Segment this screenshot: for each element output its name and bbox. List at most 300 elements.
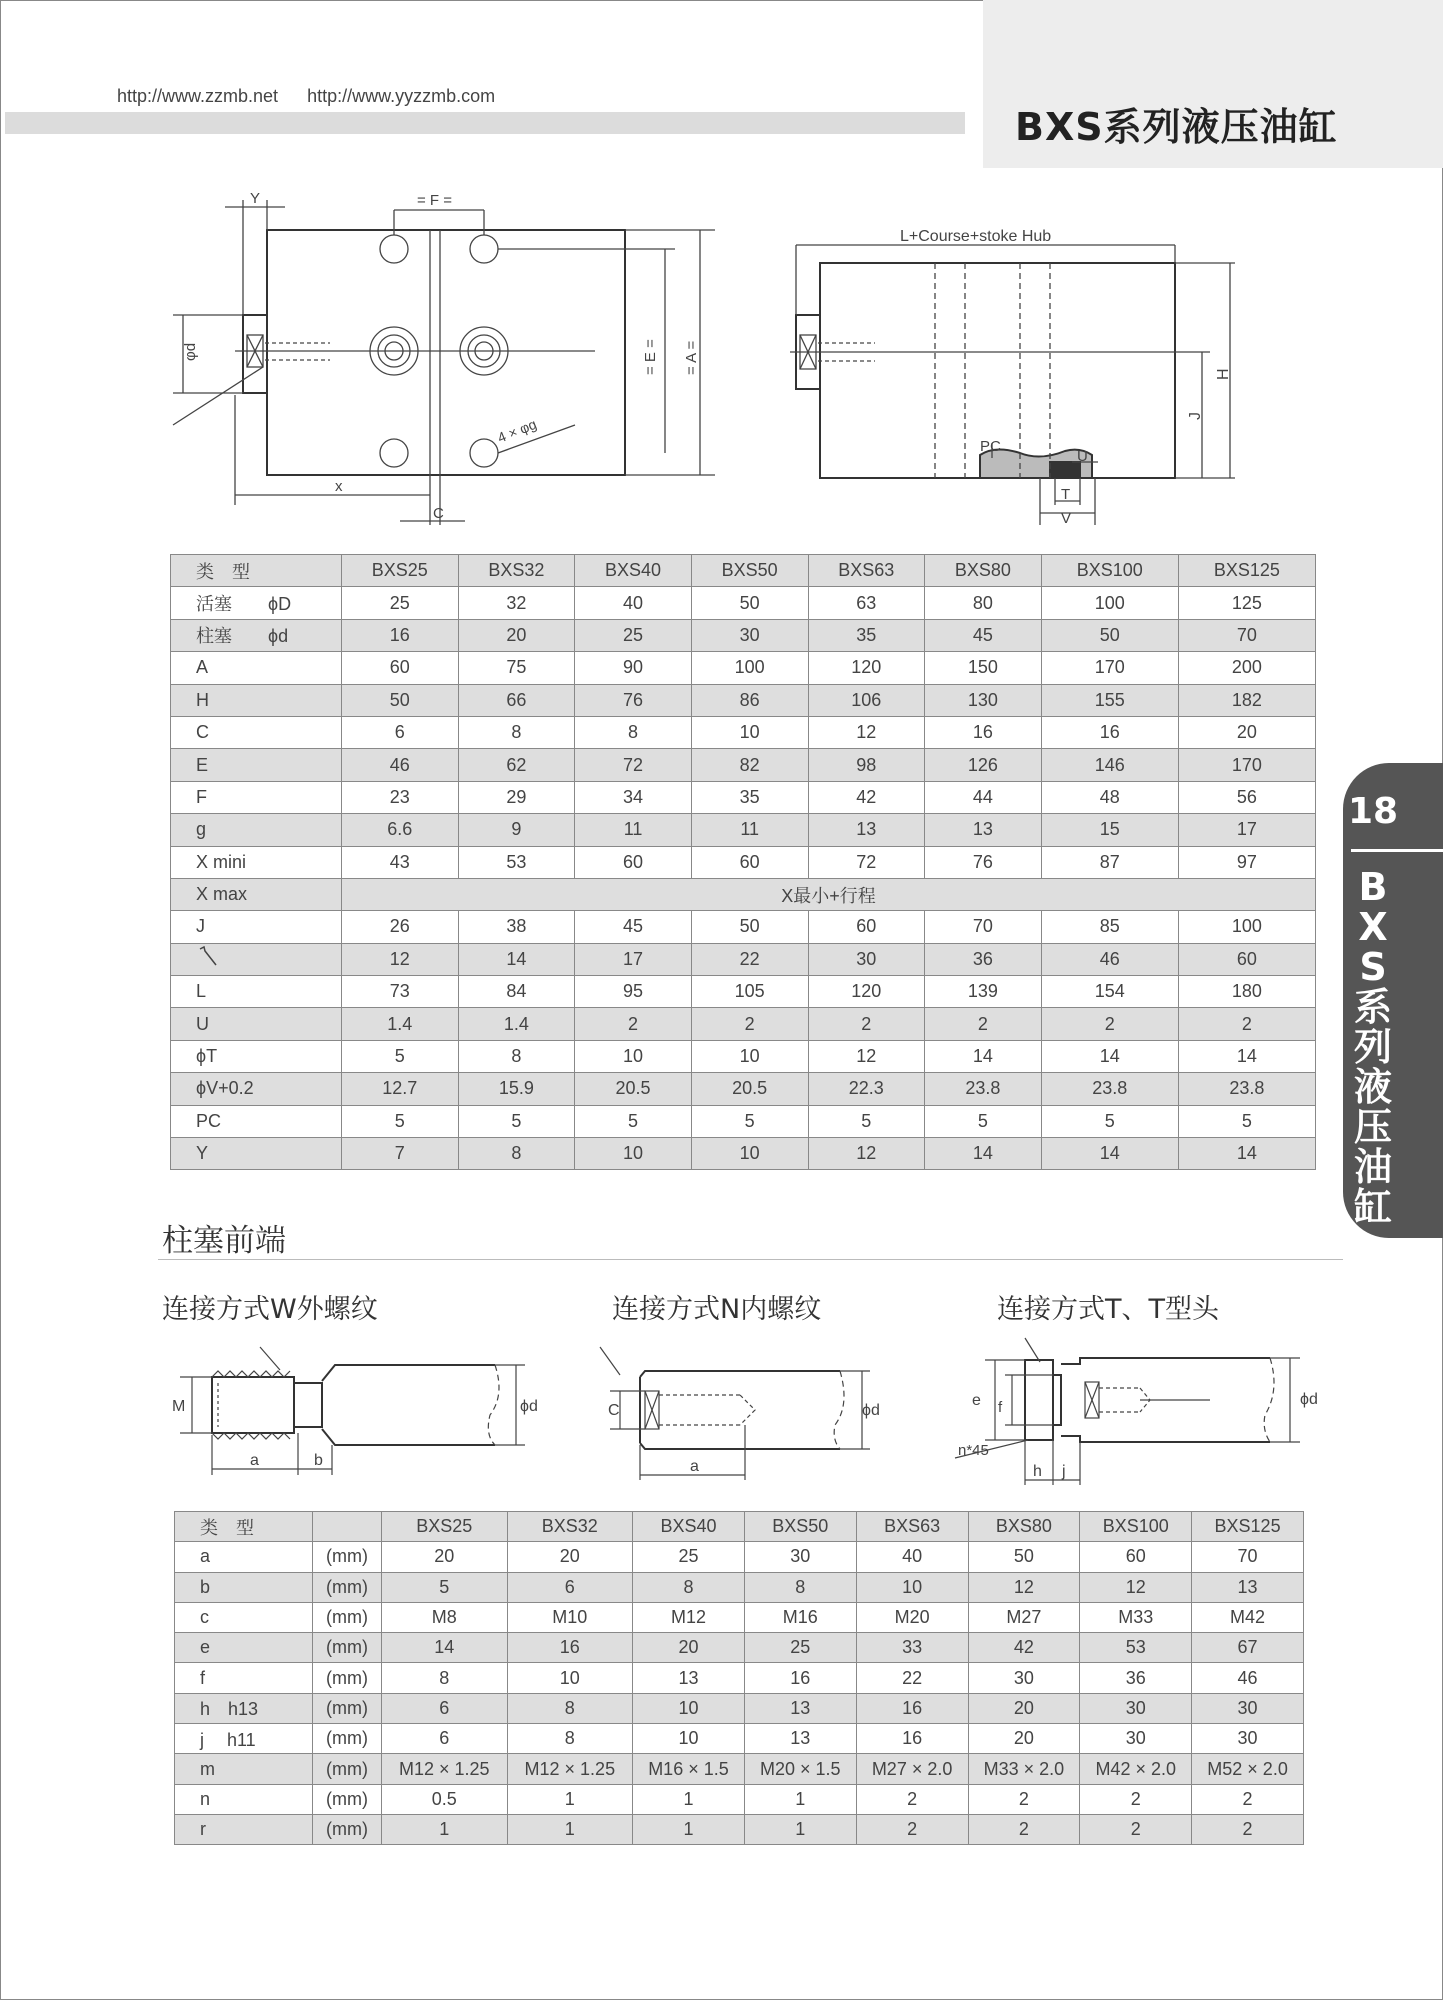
- table-cell: 120: [808, 976, 925, 1008]
- table-cell: 82: [691, 749, 808, 781]
- table-cell: 60: [1080, 1542, 1192, 1572]
- table-cell: 5: [1041, 1105, 1178, 1137]
- table-cell: 17: [1178, 814, 1315, 846]
- table-cell: 139: [925, 976, 1042, 1008]
- table-cell: 90: [575, 652, 692, 684]
- table-cell: 5: [458, 1105, 575, 1137]
- table-cell: 50: [1041, 619, 1178, 651]
- label-v: V: [1061, 510, 1072, 527]
- label-h: H: [1215, 368, 1232, 380]
- table-header-cell: BXS40: [575, 555, 692, 587]
- table-header-cell: [313, 1512, 382, 1542]
- table-header-row: [171, 555, 1316, 587]
- table-cell: 5: [925, 1105, 1042, 1137]
- row-label: f: [175, 1663, 313, 1693]
- table-row: [175, 1633, 1304, 1663]
- table-cell: 66: [458, 684, 575, 716]
- table-cell: 50: [968, 1542, 1080, 1572]
- row-unit: (mm): [313, 1633, 382, 1663]
- table-cell: 60: [1178, 943, 1315, 975]
- section-divider: [158, 1259, 1343, 1260]
- table-header-cell: BXS50: [744, 1512, 856, 1542]
- row-label: E: [171, 749, 342, 781]
- table-header-cell: BXS80: [925, 555, 1042, 587]
- table-header-cell: BXS80: [968, 1512, 1080, 1542]
- table-cell: 2: [856, 1784, 968, 1814]
- row-label: F: [171, 781, 342, 813]
- table-cell: 14: [925, 1040, 1042, 1072]
- table-cell: M12 × 1.25: [382, 1754, 508, 1784]
- table-cell: 17: [575, 943, 692, 975]
- label-b-w: b: [314, 1452, 323, 1469]
- table-cell: 20: [633, 1633, 745, 1663]
- table-cell: 125: [1178, 587, 1315, 619]
- table-cell: 53: [458, 846, 575, 878]
- table-cell: 12: [342, 943, 459, 975]
- table-row: [175, 1572, 1304, 1602]
- table-cell: 100: [1041, 587, 1178, 619]
- row-label: 柱塞 ϕd: [171, 619, 342, 651]
- table-cell: 45: [925, 619, 1042, 651]
- table-cell: 60: [808, 911, 925, 943]
- table-cell: 16: [856, 1724, 968, 1754]
- table-cell: 50: [691, 911, 808, 943]
- table-cell: 2: [808, 1008, 925, 1040]
- row-unit: (mm): [313, 1784, 382, 1814]
- table-cell: 63: [808, 587, 925, 619]
- table-cell: 84: [458, 976, 575, 1008]
- spec-table-1: [170, 554, 1316, 1170]
- table-cell: 20: [968, 1693, 1080, 1723]
- row-label: L: [171, 976, 342, 1008]
- table-cell: 8: [507, 1724, 633, 1754]
- table-cell: 73: [342, 976, 459, 1008]
- table-cell: 11: [691, 814, 808, 846]
- table-cell: 26: [342, 911, 459, 943]
- label-n45-t: n*45: [958, 1442, 989, 1459]
- label-m: M: [172, 1398, 186, 1415]
- table-cell: 36: [925, 943, 1042, 975]
- label-a: = A =: [683, 340, 700, 375]
- table-row: [175, 1663, 1304, 1693]
- table-cell: 1: [744, 1784, 856, 1814]
- table-cell: 22: [856, 1663, 968, 1693]
- table-header-cell: BXS25: [342, 555, 459, 587]
- table-cell: 23.8: [1178, 1073, 1315, 1105]
- table-cell: 60: [342, 652, 459, 684]
- table-cell: 97: [1178, 846, 1315, 878]
- table-cell: 1: [507, 1814, 633, 1844]
- row-label: J: [171, 911, 342, 943]
- plunger-t-diagram: [950, 1330, 1320, 1495]
- table-cell: 10: [691, 1138, 808, 1170]
- label-f-t: f: [998, 1399, 1003, 1416]
- cylinder-side-view: [780, 215, 1240, 535]
- table-cell: M52 × 2.0: [1192, 1754, 1304, 1784]
- wrench-icon: [196, 945, 220, 969]
- table-cell: 30: [744, 1542, 856, 1572]
- table-cell: 16: [856, 1693, 968, 1723]
- table-cell: 2: [925, 1008, 1042, 1040]
- table-row: [171, 976, 1316, 1008]
- table-cell: 14: [458, 943, 575, 975]
- table-cell: 60: [691, 846, 808, 878]
- table-cell: M27 × 2.0: [856, 1754, 968, 1784]
- table-cell: 30: [1192, 1693, 1304, 1723]
- table-cell: 2: [856, 1814, 968, 1844]
- table-cell: 170: [1178, 749, 1315, 781]
- table-cell: 2: [691, 1008, 808, 1040]
- table-cell: M8: [382, 1602, 508, 1632]
- label-e: = E =: [642, 339, 659, 375]
- table-cell: 100: [691, 652, 808, 684]
- label-j-t: j: [1062, 1463, 1066, 1480]
- subtitle-type-w: 连接方式W外螺纹: [162, 1294, 378, 1325]
- table-cell: 15.9: [458, 1073, 575, 1105]
- table-cell: M33: [1080, 1602, 1192, 1632]
- row-label: m: [175, 1754, 313, 1784]
- table-row: [171, 652, 1316, 684]
- table-cell: 30: [1080, 1693, 1192, 1723]
- table-row: [171, 1040, 1316, 1072]
- table-cell: 8: [458, 1138, 575, 1170]
- table-cell: 155: [1041, 684, 1178, 716]
- table-cell: 60: [575, 846, 692, 878]
- table-cell: 100: [1178, 911, 1315, 943]
- table-cell: 8: [382, 1663, 508, 1693]
- row-label: X max: [171, 878, 342, 910]
- table-cell: M27: [968, 1602, 1080, 1632]
- table-cell: 14: [382, 1633, 508, 1663]
- table-cell: 16: [1041, 716, 1178, 748]
- table-cell: 6.6: [342, 814, 459, 846]
- row-label: a: [175, 1542, 313, 1572]
- table-cell: 13: [1192, 1572, 1304, 1602]
- table-cell: 5: [342, 1040, 459, 1072]
- table-cell: 16: [507, 1633, 633, 1663]
- table-cell: 8: [458, 1040, 575, 1072]
- table-cell: 1: [507, 1784, 633, 1814]
- row-label: C: [171, 716, 342, 748]
- table-cell: 80: [925, 587, 1042, 619]
- table-cell: 11: [575, 814, 692, 846]
- table-cell: 180: [1178, 976, 1315, 1008]
- row-label: ϕV+0.2: [171, 1073, 342, 1105]
- table-cell: 30: [1080, 1724, 1192, 1754]
- table-cell: 14: [1041, 1040, 1178, 1072]
- plunger-w-diagram: [170, 1335, 570, 1485]
- table-cell: 12: [808, 716, 925, 748]
- table-cell: 106: [808, 684, 925, 716]
- label-u: U: [1077, 448, 1088, 465]
- table-row: [175, 1693, 1304, 1723]
- table-cell: 20: [382, 1542, 508, 1572]
- row-label: j h11: [175, 1724, 313, 1754]
- table-row: [171, 1008, 1316, 1040]
- table-cell: 1: [382, 1814, 508, 1844]
- table-cell: 25: [633, 1542, 745, 1572]
- label-f: = F =: [417, 192, 453, 209]
- table-row: [175, 1724, 1304, 1754]
- table-cell: 14: [1041, 1138, 1178, 1170]
- page-title: BXS系列液压油缸: [1015, 105, 1338, 149]
- table-cell: 50: [342, 684, 459, 716]
- table-cell: 38: [458, 911, 575, 943]
- row-unit: (mm): [313, 1602, 382, 1632]
- row-label: r: [175, 1814, 313, 1844]
- table-cell: 44: [925, 781, 1042, 813]
- row-label: 活塞 ϕD: [171, 587, 342, 619]
- table-cell: 40: [856, 1542, 968, 1572]
- table-cell: 46: [342, 749, 459, 781]
- row-label: X mini: [171, 846, 342, 878]
- table-cell: 76: [575, 684, 692, 716]
- label-l-course: L+Course+stoke Hub: [900, 228, 1052, 245]
- table-cell: M42: [1192, 1602, 1304, 1632]
- table-cell: 45: [575, 911, 692, 943]
- table-cell: 1: [744, 1814, 856, 1844]
- table-cell: 86: [691, 684, 808, 716]
- row-label: [171, 943, 342, 975]
- table-cell: M20: [856, 1602, 968, 1632]
- table-cell: 2: [1080, 1814, 1192, 1844]
- table-header-cell: BXS125: [1192, 1512, 1304, 1542]
- table-cell: 14: [1178, 1138, 1315, 1170]
- table-cell: 12: [1080, 1572, 1192, 1602]
- table-row: [171, 781, 1316, 813]
- table-cell: 5: [342, 1105, 459, 1137]
- table-cell: 20: [968, 1724, 1080, 1754]
- label-4g: 4 × φg: [495, 415, 539, 446]
- table-cell: 6: [342, 716, 459, 748]
- table-cell: 42: [968, 1633, 1080, 1663]
- table-cell: 34: [575, 781, 692, 813]
- table-cell: 2: [1178, 1008, 1315, 1040]
- url-link-2[interactable]: http://www.yyzzmb.com: [307, 86, 496, 106]
- table-cell: 16: [925, 716, 1042, 748]
- row-unit: (mm): [313, 1724, 382, 1754]
- table-header-cell: BXS25: [382, 1512, 508, 1542]
- table-cell: 10: [507, 1663, 633, 1693]
- table-cell: 16: [342, 619, 459, 651]
- section-title-plunger: 柱塞前端: [162, 1223, 286, 1259]
- url-link-1[interactable]: http://www.zzmb.net: [117, 86, 279, 106]
- table-header-cell: BXS63: [856, 1512, 968, 1542]
- table-cell: 70: [1178, 619, 1315, 651]
- table-header-cell: 类 型: [175, 1512, 313, 1542]
- table-cell: 87: [1041, 846, 1178, 878]
- table-cell: 30: [968, 1663, 1080, 1693]
- table-cell: 13: [925, 814, 1042, 846]
- table-cell: 32: [458, 587, 575, 619]
- side-vertical-label: B X S 系 列 液 压 油 缸: [1353, 865, 1392, 1229]
- table-cell: 13: [633, 1663, 745, 1693]
- table-cell: 75: [458, 652, 575, 684]
- table-cell: M12: [633, 1602, 745, 1632]
- spec-table-2: [174, 1511, 1304, 1845]
- row-label: h h13: [175, 1693, 313, 1723]
- subtitle-type-t: 连接方式T、T型头: [997, 1294, 1219, 1325]
- table-row: [171, 1138, 1316, 1170]
- table-cell: 14: [1178, 1040, 1315, 1072]
- table-cell: 20.5: [691, 1073, 808, 1105]
- table-cell: 13: [744, 1724, 856, 1754]
- table-cell: 8: [575, 716, 692, 748]
- table-cell: 130: [925, 684, 1042, 716]
- table-row: [171, 911, 1316, 943]
- row-span-value: X最小+行程: [342, 878, 1316, 910]
- table-cell: 42: [808, 781, 925, 813]
- row-label: e: [175, 1633, 313, 1663]
- header-urls: [117, 86, 519, 107]
- plunger-n-diagram: [590, 1335, 890, 1485]
- table-header-cell: BXS40: [633, 1512, 745, 1542]
- row-unit: (mm): [313, 1663, 382, 1693]
- row-label: U: [171, 1008, 342, 1040]
- table-cell: 14: [925, 1138, 1042, 1170]
- table-cell: 70: [925, 911, 1042, 943]
- header-bar: [5, 112, 965, 134]
- table-cell: 2: [968, 1814, 1080, 1844]
- label-a-w: a: [250, 1452, 259, 1469]
- row-label: H: [171, 684, 342, 716]
- label-phi-d-front: φd: [182, 342, 199, 361]
- table-cell: 12: [808, 1040, 925, 1072]
- table-cell: 40: [575, 587, 692, 619]
- table-cell: 10: [575, 1040, 692, 1072]
- table-row: [171, 943, 1316, 975]
- table-cell: 10: [633, 1724, 745, 1754]
- table-cell: 98: [808, 749, 925, 781]
- table-cell: 5: [1178, 1105, 1315, 1137]
- table-header-cell: BXS125: [1178, 555, 1315, 587]
- table-cell: M33 × 2.0: [968, 1754, 1080, 1784]
- row-label: PC: [171, 1105, 342, 1137]
- table-cell: 9: [458, 814, 575, 846]
- table-cell: 50: [691, 587, 808, 619]
- row-label: ϕT: [171, 1040, 342, 1072]
- table-cell: 105: [691, 976, 808, 1008]
- table-cell: 6: [382, 1693, 508, 1723]
- label-pc: PC: [980, 438, 1001, 455]
- table-cell: 146: [1041, 749, 1178, 781]
- subtitle-type-n: 连接方式N内螺纹: [612, 1294, 822, 1325]
- table-cell: 72: [575, 749, 692, 781]
- table-row: [171, 716, 1316, 748]
- table-cell: 1: [633, 1784, 745, 1814]
- row-unit: (mm): [313, 1693, 382, 1723]
- table-row: [175, 1814, 1304, 1844]
- side-tab: [1343, 763, 1443, 1238]
- table-header-cell: BXS100: [1080, 1512, 1192, 1542]
- row-unit: (mm): [313, 1542, 382, 1572]
- table-cell: 7: [342, 1138, 459, 1170]
- table-cell: 46: [1192, 1663, 1304, 1693]
- table-cell: 6: [507, 1572, 633, 1602]
- table-cell: 22.3: [808, 1073, 925, 1105]
- table-cell: 43: [342, 846, 459, 878]
- row-unit: (mm): [313, 1754, 382, 1784]
- table-cell: 20: [458, 619, 575, 651]
- table-cell: 0.5: [382, 1784, 508, 1814]
- table-cell: 8: [744, 1572, 856, 1602]
- table-cell: M16: [744, 1602, 856, 1632]
- table-cell: M16 × 1.5: [633, 1754, 745, 1784]
- table-row: [171, 619, 1316, 651]
- table-cell: 46: [1041, 943, 1178, 975]
- table-cell: 5: [575, 1105, 692, 1137]
- table-cell: 10: [691, 1040, 808, 1072]
- table-cell: 10: [575, 1138, 692, 1170]
- table-cell: 23.8: [1041, 1073, 1178, 1105]
- table-cell: M12 × 1.25: [507, 1754, 633, 1784]
- row-label: Y: [171, 1138, 342, 1170]
- side-divider: [1351, 849, 1443, 852]
- table-cell: 33: [856, 1633, 968, 1663]
- label-phi-d-w: ϕd: [520, 1398, 538, 1415]
- row-unit: (mm): [313, 1572, 382, 1602]
- table-cell: 12: [968, 1572, 1080, 1602]
- table-header-cell: 类 型: [171, 555, 342, 587]
- table-cell: M20 × 1.5: [744, 1754, 856, 1784]
- table-cell: 8: [458, 716, 575, 748]
- table-cell: 2: [575, 1008, 692, 1040]
- table-row: [175, 1542, 1304, 1572]
- table-row: [171, 1105, 1316, 1137]
- table-header-row: [175, 1512, 1304, 1542]
- table-row: [171, 814, 1316, 846]
- table-row: [175, 1602, 1304, 1632]
- table-cell: 20.5: [575, 1073, 692, 1105]
- table-cell: 30: [691, 619, 808, 651]
- table-row: [175, 1754, 1304, 1784]
- table-cell: M10: [507, 1602, 633, 1632]
- table-cell: 23.8: [925, 1073, 1042, 1105]
- table-row: [171, 878, 1316, 910]
- table-cell: 62: [458, 749, 575, 781]
- table-header-cell: BXS100: [1041, 555, 1178, 587]
- table-cell: 23: [342, 781, 459, 813]
- table-cell: 5: [382, 1572, 508, 1602]
- table-cell: 6: [382, 1724, 508, 1754]
- table-cell: 200: [1178, 652, 1315, 684]
- table-cell: 10: [856, 1572, 968, 1602]
- table-cell: M42 × 2.0: [1080, 1754, 1192, 1784]
- table-cell: 67: [1192, 1633, 1304, 1663]
- label-e-t: e: [972, 1392, 981, 1409]
- row-label: g: [171, 814, 342, 846]
- label-j: J: [1187, 412, 1204, 420]
- cylinder-front-view: [155, 185, 725, 530]
- table-row: [171, 587, 1316, 619]
- table-cell: 13: [808, 814, 925, 846]
- table-cell: 53: [1080, 1633, 1192, 1663]
- table-cell: 2: [1080, 1784, 1192, 1814]
- row-label: c: [175, 1602, 313, 1632]
- table-cell: 20: [507, 1542, 633, 1572]
- table-cell: 15: [1041, 814, 1178, 846]
- label-c: C: [433, 505, 444, 522]
- table-cell: 72: [808, 846, 925, 878]
- table-row: [171, 1073, 1316, 1105]
- row-unit: (mm): [313, 1814, 382, 1844]
- table-row: [171, 846, 1316, 878]
- table-cell: 1: [633, 1814, 745, 1844]
- table-cell: 48: [1041, 781, 1178, 813]
- table-cell: 13: [744, 1693, 856, 1723]
- row-label: A: [171, 652, 342, 684]
- table-cell: 170: [1041, 652, 1178, 684]
